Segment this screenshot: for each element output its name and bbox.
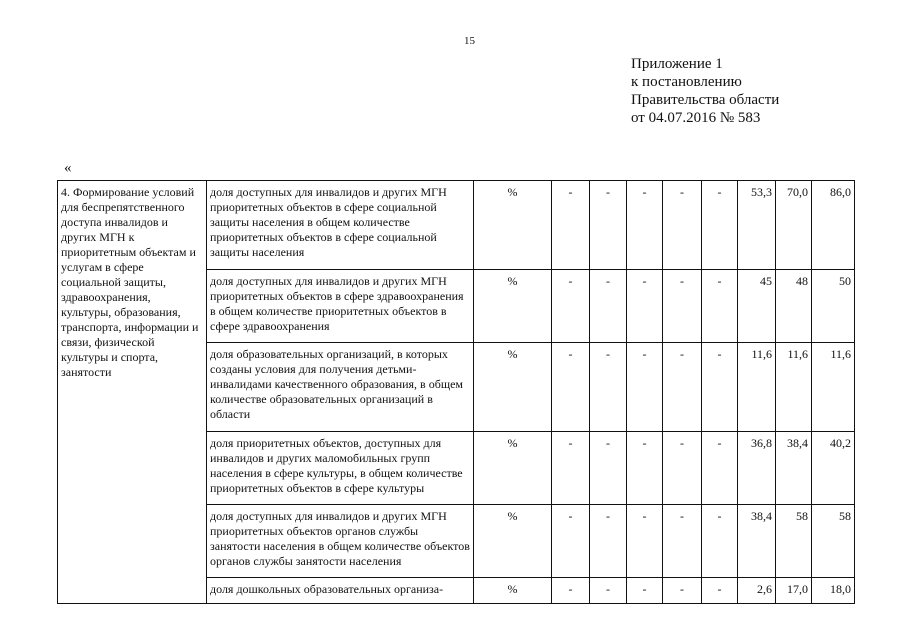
- table-row: [58, 181, 855, 270]
- value-cell: -: [552, 181, 590, 270]
- value-cell: -: [627, 181, 663, 270]
- indicator-name: доля дошкольных образовательных организа-: [207, 578, 474, 604]
- value-cell: -: [590, 578, 627, 604]
- appendix-title: Приложение 1: [631, 56, 723, 72]
- value-cell: 50: [812, 270, 855, 343]
- value-cell: -: [663, 270, 702, 343]
- value-cell: -: [702, 505, 738, 578]
- value-cell: -: [552, 432, 590, 505]
- appendix-line-date: от 04.07.2016 № 583: [631, 110, 761, 126]
- value-cell: 86,0: [812, 181, 855, 270]
- indicator-name: доля доступных для инвалидов и других МГН приоритетных объектов в сфере здравоохранения в общем количестве приоритетных объектов в сфере здравоохранения: [207, 270, 474, 343]
- value-cell: 11,6: [738, 343, 776, 432]
- value-cell: -: [663, 181, 702, 270]
- value-cell: 45: [738, 270, 776, 343]
- indicator-name: доля доступных для инвалидов и других МГН приоритетных объектов органов службы занятости населения в общем количестве объектов органов службы занятости населения: [207, 505, 474, 578]
- goal-cell: 4. Формирование условий для беспрепятственного доступа инвалидов и других МГН к приоритетным объектам и услугам в сфере социальной защиты, здравоохранения, культуры, образования, транспорта, информации и связи, физической культуры и спорта, занятости: [58, 181, 207, 604]
- value-cell: -: [627, 432, 663, 505]
- indicator-unit: %: [474, 578, 552, 604]
- page-number: 15: [464, 35, 475, 47]
- indicators-table: [57, 180, 855, 604]
- value-cell: -: [702, 343, 738, 432]
- value-cell: -: [627, 578, 663, 604]
- value-cell: -: [627, 270, 663, 343]
- value-cell: -: [702, 578, 738, 604]
- appendix-header: [631, 55, 779, 127]
- value-cell: -: [590, 270, 627, 343]
- value-cell: -: [702, 181, 738, 270]
- value-cell: 17,0: [776, 578, 812, 604]
- value-cell: -: [552, 343, 590, 432]
- indicator-name: доля приоритетных объектов, доступных для инвалидов и других маломобильных групп населения в сфере культуры, в общем количестве приоритетных объектов в сфере культуры: [207, 432, 474, 505]
- value-cell: -: [663, 505, 702, 578]
- indicator-unit: %: [474, 505, 552, 578]
- indicator-unit: %: [474, 181, 552, 270]
- value-cell: 58: [812, 505, 855, 578]
- value-cell: 48: [776, 270, 812, 343]
- value-cell: -: [702, 432, 738, 505]
- value-cell: -: [590, 181, 627, 270]
- indicators-body: [58, 181, 855, 604]
- appendix-line-government: Правительства области: [631, 92, 780, 108]
- value-cell: 11,6: [776, 343, 812, 432]
- opening-quote: «: [64, 160, 72, 176]
- indicator-name: доля доступных для инвалидов и других МГН приоритетных объектов в сфере социальной защиты населения в общем количестве приоритетных объектов в сфере социальной защиты населения: [207, 181, 474, 270]
- value-cell: -: [702, 270, 738, 343]
- value-cell: 40,2: [812, 432, 855, 505]
- value-cell: -: [552, 505, 590, 578]
- value-cell: -: [663, 343, 702, 432]
- value-cell: -: [552, 578, 590, 604]
- value-cell: 38,4: [776, 432, 812, 505]
- value-cell: -: [590, 432, 627, 505]
- value-cell: 58: [776, 505, 812, 578]
- value-cell: -: [590, 343, 627, 432]
- appendix-line-resolution: к постановлению: [631, 74, 742, 90]
- value-cell: 53,3: [738, 181, 776, 270]
- value-cell: 11,6: [812, 343, 855, 432]
- value-cell: -: [627, 343, 663, 432]
- indicator-name: доля образовательных организаций, в которых созданы условия для получения детьми-инвалидами качественного образования, в общем количестве образовательных организаций в области: [207, 343, 474, 432]
- value-cell: 70,0: [776, 181, 812, 270]
- value-cell: 38,4: [738, 505, 776, 578]
- value-cell: 18,0: [812, 578, 855, 604]
- value-cell: -: [663, 432, 702, 505]
- indicator-unit: %: [474, 270, 552, 343]
- value-cell: 36,8: [738, 432, 776, 505]
- indicator-unit: %: [474, 343, 552, 432]
- value-cell: -: [590, 505, 627, 578]
- value-cell: -: [552, 270, 590, 343]
- value-cell: 2,6: [738, 578, 776, 604]
- value-cell: -: [627, 505, 663, 578]
- value-cell: -: [663, 578, 702, 604]
- indicator-unit: %: [474, 432, 552, 505]
